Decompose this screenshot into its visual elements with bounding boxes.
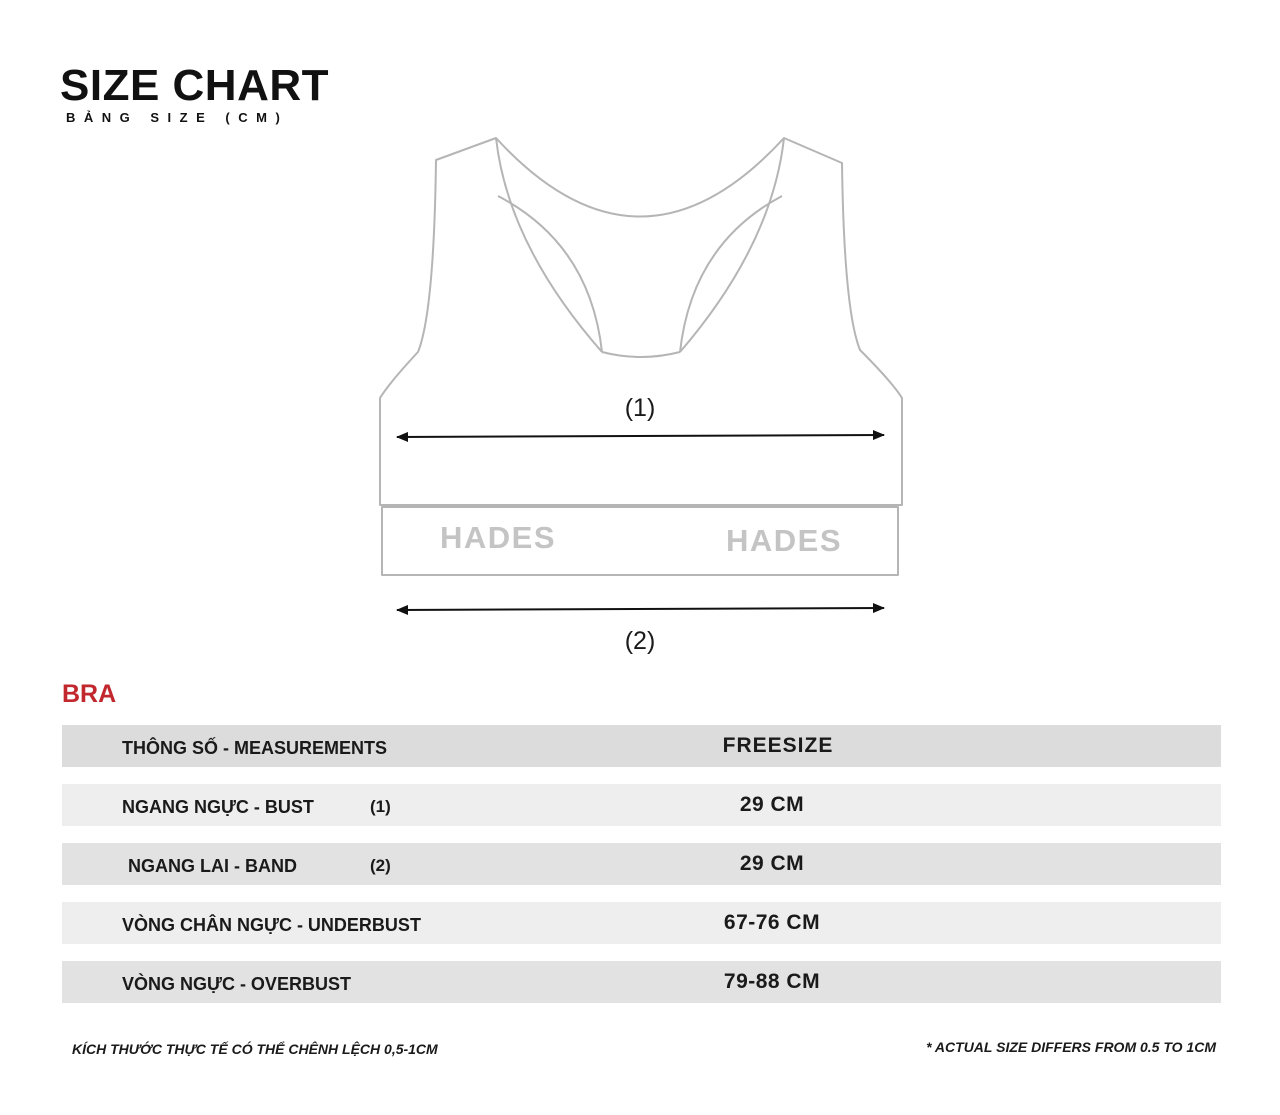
row-value: 79-88 CM — [723, 970, 821, 993]
row-value: 29 CM — [739, 852, 805, 875]
note-english: * ACTUAL SIZE DIFFERS FROM 0.5 TO 1CM — [926, 1039, 1216, 1055]
table-header-row — [62, 725, 1221, 767]
header-label: THÔNG SỐ - MEASUREMENTS — [122, 738, 388, 758]
row-ref: (1) — [370, 797, 391, 816]
row-value: 29 CM — [739, 793, 805, 816]
band-arrow — [397, 608, 884, 610]
brand-print-right: HADES — [725, 523, 843, 558]
table-row — [62, 784, 1221, 826]
row-ref: (2) — [370, 856, 391, 875]
bust-marker: (1) — [624, 394, 656, 422]
table-row — [62, 961, 1221, 1003]
table-row — [62, 902, 1221, 944]
page-subtitle: BẢNG SIZE (CM) — [66, 110, 289, 125]
bust-arrow — [397, 435, 884, 437]
row-label: VÒNG CHÂN NGỰC - UNDERBUST — [122, 915, 421, 935]
row-label: VÒNG NGỰC - OVERBUST — [122, 974, 351, 994]
header-value: FREESIZE — [722, 734, 834, 757]
row-label: NGANG NGỰC - BUST — [122, 797, 314, 817]
brand-print-left: HADES — [439, 520, 557, 555]
table-row — [62, 843, 1221, 885]
bra-diagram — [370, 130, 910, 660]
band-marker: (2) — [624, 627, 656, 655]
note-vietnamese: KÍCH THƯỚC THỰC TẾ CÓ THỂ CHÊNH LỆCH 0,5-1CM — [72, 1041, 438, 1057]
page-title: SIZE CHART — [60, 61, 329, 110]
bra-outline — [380, 138, 902, 575]
row-label: NGANG LAI - BAND — [128, 856, 297, 876]
row-value: 67-76 CM — [723, 911, 821, 934]
section-label: BRA — [62, 680, 117, 708]
